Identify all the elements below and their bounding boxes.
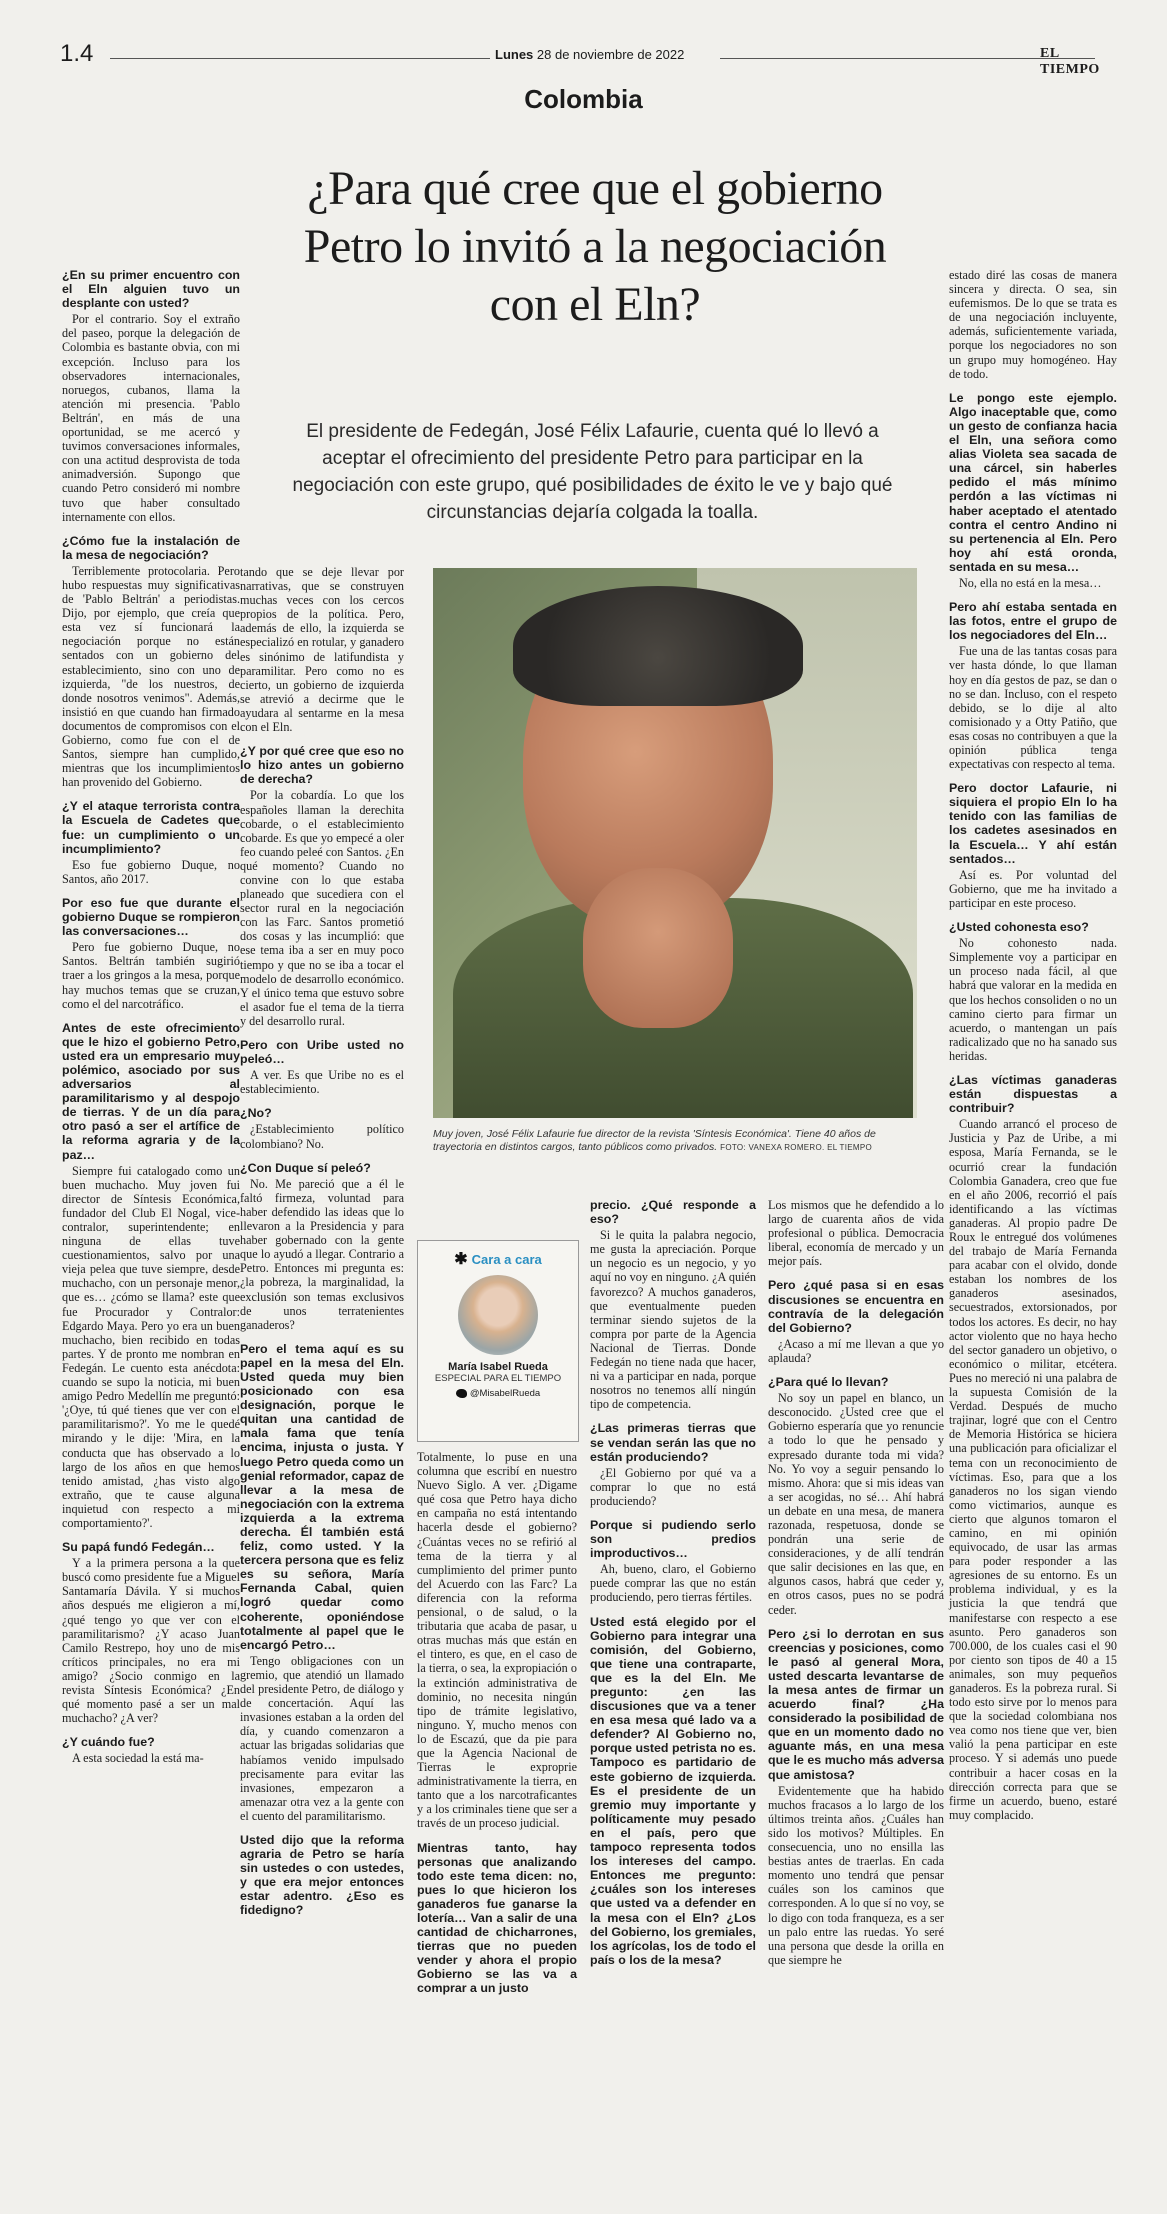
answer: Si le quita la palabra negocio, me gusta la apreciación. Porque un negocio es un negocio, y yo aquí no voy en ninguno. ¿A quién favorezco? A muchos ganaderos, que eventualmente pueden terminar siendo sujetos de la compra por parte de la Agencia Nacional de Tierras. Donde Fedegán no tiene nada que hacer, ni va a participar en nada, porque nosotros no tenemos allí ningún tipo de competencia. — [590, 1228, 756, 1412]
page-number: 1.4 — [60, 40, 94, 67]
author-role: ESPECIAL PARA EL TIEMPO — [434, 1373, 562, 1384]
question: ¿No? — [240, 1106, 272, 1121]
section-title: Colombia — [524, 84, 643, 114]
issue-date: Lunes 28 de noviembre de 2022 — [495, 47, 685, 62]
answer: Por el contrario. Soy el extraño del paseo, porque la delegación de Colombia es bastante obvia, con mi excepción. Incluso para los observadores internacionales, noruegos, cubanos, llama la atención mi presencia. 'Pablo Beltrán', en más de una oportunidad, se me acercó y tuvimos conversaciones informales, con una actitud desprovista de toda animadversión. Supongo que cuando Petro consideró mi nombre tuvo que haber consultado internamente con ellos. — [62, 312, 240, 524]
column-3-top — [417, 1450, 577, 1998]
lede: El presidente de Fedegán, José Félix Lafaurie, cuenta qué lo llevó a aceptar el ofrecimiento del presidente Petro para participar en la negociación con este grupo, qué posibilidades de éxito le ve y bajo qué circunstancias dejaría colgada la toalla. — [292, 421, 893, 523]
column-5 — [949, 268, 1117, 1832]
answer: Los mismos que he defendido a lo largo de cuarenta años de vida profesional o pública. Democracia liberal, economía de mercado y un mejor país. — [768, 1198, 944, 1269]
question: Mientras tanto, hay personas que analizando todo este tema dicen: no, pues lo que hicieron los ganaderos fue ganarse la lotería… Van a salir de una cantidad de chicharrones, tierras que no pueden vender y ahora el propio Gobierno se las va a comprar a un justo — [417, 1840, 577, 1996]
question: Antes de este ofrecimiento que le hizo el gobierno Petro, usted era un empresario muy polémico, asociado por sus adversarios al paramilitarismo y al despojo de tierras. Y de un día para otro pasó a ser el artífice de la reforma agraria y de la paz… — [62, 1020, 240, 1162]
question: Pero doctor Lafaurie, ni siquiera el propio Eln lo ha tenido con las familias de los cadetes asesinados en la Escuela… Y ahí están sentados… — [949, 781, 1117, 866]
photo-hand — [583, 868, 733, 1028]
question: ¿Las víctimas ganaderas están dispuestas a contribuir? — [949, 1072, 1117, 1116]
author-handle[interactable]: @MisabelRueda — [418, 1388, 578, 1399]
newspaper-name: EL TIEMPO — [1040, 46, 1100, 77]
answer: Ah, bueno, claro, el Gobierno puede comprar las que no están produciendo, pero tierras fértiles. — [590, 1562, 756, 1605]
question: ¿Con Duque sí peleó? — [240, 1160, 371, 1175]
author-name: María Isabel Rueda — [448, 1361, 548, 1373]
question: Su papá fundó Fedegán… — [62, 1540, 215, 1555]
question: Porque si pudiendo serlo son predios improductivos… — [590, 1517, 756, 1561]
headline: ¿Para qué cree que el gobierno Petro lo invitó a la negociación con el Eln? — [303, 162, 887, 331]
answer: Tengo obligaciones con un gremio, que atendió un llamado del presidente Petro, de diálogo y de concertación. Aquí las invasiones estaban a la orden del día, y cuando comenzaron a actuar las brigadas solidarias que habíamos venido impulsado precisamente para evitar las invasiones, empezaron a amenazar otra vez a la gente con el cuento del paramilitarismo. — [240, 1653, 404, 1823]
asterisk-icon: ✱ — [454, 1251, 468, 1268]
column-2 — [240, 565, 404, 1920]
question: ¿Para qué lo llevan? — [768, 1375, 889, 1390]
masthead — [60, 40, 1110, 77]
answer: Eso fue gobierno Duque, no Santos, año 2017. — [62, 857, 240, 886]
question: Usted está elegido por el Gobierno para integrar una comisión, del Gobierno, que tiene una contraparte, que es la del Eln. Me pregunto: ¿en las discusiones que va a tener en esa mesa qué lado va a defender? Al Gobierno no, porque usted petrista no es. Tampoco es partidario de este gobierno de izquierda. Es el presidente de un gremio muy importante y políticamente muy pesado en el país, pero que tampoco representa todos los intereses del campo. Entonces me pregunto: ¿cuáles son los intereses que usted va a defender en la mesa con el Eln? ¿Los del Gobierno, los gremiales, los agrícolas, los de todo el país o los de la mesa? — [590, 1614, 756, 1967]
question: Pero ¿qué pasa si en esas discusiones se encuentra en contravía de la delegación del Gobierno? — [768, 1278, 944, 1335]
answer: Por la cobardía. Lo que los españoles llaman la derechita cobarde, o el establecimiento cobarde. Es que yo empecé a oler feo cuando peleé con Santos. ¿En qué momento? Cuando no convine con lo que estaba planeado que sucediera con el sector rural en la negociación con las Farc. Santos prometió dos cosas y las incumplió: que ese tema iba a ser en muy poco tiempo y que no se iba a tocar el modelo de desarrollo económico. Y el único tema que estuvo sobre el asador fue el tema de la tierra y del desarrollo rural. — [240, 788, 404, 1028]
answer: estado diré las cosas de manera sincera y directa. O sea, sin eufemismos. De lo que se trata es de una negociación incluyente, además, suficientemente variada, porque los negociadores no son un grupo muy homogéneo. Hay de todo. — [949, 268, 1117, 381]
answer: No soy un papel en blanco, un desconocido. ¿Usted cree que el Gobierno esperaría que yo renuncie a todo lo que he pensado y expresado durante toda mi vida? No. Yo voy a seguir pensando lo mismo. Ahora: que si mis ideas van a ser acogidas, no sé… Ahí habrá un debate en una mesa, de manera razonada, respetuosa, donde se pondrán una serie de consideraciones, y de allí tendrán que salir decisiones en las que, en algunos casos, habrá que ceder y, en otros casos, pues no se podrá ceder. — [768, 1391, 944, 1617]
answer: Evidentemente que ha habido muchos fracasos a lo largo de los últimos treinta años. ¿Cuáles han sido los motivos? Múltiples. En consecuencia, uno no ensilla las bestias antes de traerlas. En cada momento uno tendrá que pensar cuáles son los caminos que corresponden. A lo que sí no voy, se lo digo con toda franqueza, es a ser un palo entre las ruedas. Yo seré una persona que desde la orilla en que siempre he — [768, 1783, 944, 1967]
question: Por eso fue que durante el gobierno Duque se rompieron las conversaciones… — [62, 895, 240, 939]
answer: Cuando arrancó el proceso de Justicia y Paz de Uribe, a mi esposa, María Fernanda, se le ocurrió crear la fundación Colombia Ganadera, creo que fue en el año 2006, recorrió el país identificando a las víctimas ganaderas. Al propio padre De Roux le entregué dos volúmenes del trabajo de María Fernanda para acabar con el olvido, donde estaban los nombres de los ganaderos asesinados, secuestrados, extorsionados, por todos los actores. Es decir, no hay actor violento que no haya hecho del sector ganadero un objetivo, o económico o militar, etcétera. Pues no mereció ni una palabra de la supuesta Comisión de la Verdad. Después de mucho trajinar, logré que con el Centro de Memoria Histórica se hiciera una publicación para oficializar el tema con un reconocimiento de víctimas. Eso, para que a los ganaderos no los sigan viendo como victimarios, aunque es cierto que algunos tomaron el camino, en mi opinión equivocado, de usar las armas para poder responder a las agresiones de su entorno. Es un problema individual, y es la justicia la que tendrá que manifestarse con respecto a ese asunto. Pero ganaderos son 700.000, de los cuales casi el 90 por ciento son tipos de 40 a 15 animales, son muy pequeños ganaderos. Es la pobreza rural. Si todo esto sirve por lo menos para que la sociedad colombiana nos vea como nos tiene que ver, bien valió la pena participar en este proceso. Y si además uno puede contribuir a hacer cosas en la dirección correcta para que se firme un acuerdo, bueno, estaré muy complacido. — [949, 1117, 1117, 1822]
question: ¿Y por qué cree que eso no lo hizo antes un gobierno de derecha? — [240, 744, 404, 787]
photo-caption: Muy joven, José Félix Lafaurie fue director de la revista 'Síntesis Económica'. Tiene 40 años de trayectoria en distintos cargos, tanto públicos como privados. FOTO: VANEXA ROMERO. EL TIEMPO — [433, 1128, 876, 1153]
author-avatar — [458, 1275, 538, 1355]
answer: ¿Acaso a mí me llevan a que yo aplauda? — [768, 1336, 944, 1365]
question: Le pongo este ejemplo. Algo inaceptable que, como un gesto de confianza hacia el Eln, una señora como alias Violeta sea sacada de una cárcel, sin haberles pedido el más mínimo perdón a las víctimas ni haber aceptado el atentado contra el centro Andino ni su pertenencia al Eln. Pero hoy ahí está oronda, sentada en su mesa… — [949, 390, 1117, 574]
question: ¿En su primer encuentro con el Eln alguien tuvo un desplante con usted? — [62, 268, 240, 311]
answer: Fue una de las tantas cosas para ver hasta dónde, lo que llaman hoy en día gestos de paz, se dan o no se dan. Incluso, con el respeto debido, se lo dije al alto comisionado y a Otty Patiño, que esas cosas no contribuyen a que la opinión pública tenga expectativas con respecto al tema. — [949, 644, 1117, 772]
answer: No. Me pareció que a él le faltó firmeza, voluntad para haber defendido las ideas que lo llevaron a la Presidencia y para haber gobernado con la gente que lo ayudó a llegar. Contrario a Petro. Entonces mi pregunta es: ¿la pobreza, la marginalidad, la exclusión son temas exclusivos de unos terratenientes ganaderos? — [240, 1176, 404, 1332]
answer: ¿Establecimiento político colombiano? No. — [240, 1122, 404, 1151]
photo-credit: FOTO: VANEXA ROMERO. EL TIEMPO — [720, 1143, 872, 1152]
byline-tag: ✱ Cara a cara — [454, 1251, 542, 1268]
answer: Así es. Por voluntad del Gobierno, que me ha invitado a participar en este proceso. — [949, 867, 1117, 910]
answer: No cohonesto nada. Simplemente voy a participar en un proceso nada fácil, al que habrá que valorar en la medida en que los hechos consoliden o no un camino cierto para firmar un acuerdo, o mantengan un país radicalizado que no ha sanado sus heridas. — [949, 936, 1117, 1063]
question: ¿Cómo fue la instalación de la mesa de negociación? — [62, 533, 240, 562]
question: Usted dijo que la reforma agraria de Petro se haría sin ustedes o con ustedes, y que era mejor entonces estar adentro. ¿Eso es fidedigno? — [240, 1832, 404, 1918]
answer: Totalmente, lo puse en una columna que escribí en nuestro Nuevo Siglo. A ver. ¿Digame qué cosa que Petro haya dicho en campaña no está intentando hacerla desde el gobierno? ¿Cuántas veces no se refirió al tema de la tierra y al cumplimiento del primer punto del Acuerdo con las Farc? La diferencia con la reforma pensional, o de salud, o la tributaria que acaba de pasar, u otras muchas más que están en el tintero, es que, en el caso de la tierra, o sea, la expropiación o la extinción administrativa de dominio, no necesita ningún tipo de trámite legislativo, ninguno. Y, mucho menos con lo de Escazú, que da pie para que la Agencia Nacional de Tierras le exproprie administrativamente la tierra, en tanto que a los narcotraficantes y a los criminales tiene que ser a través de un proceso judicial. — [417, 1450, 577, 1831]
question: ¿Usted cohonesta eso? — [949, 920, 1089, 935]
answer: tando que se deje llevar por narrativas, que se construyen muchas veces con los cercos propios de la política. Pero, además de ello, la izquierda se especializó en rotular, y ganadero es sinónimo de latifundista y paramilitar. Pero como no es cierto, un gobierno de izquierda se atrevió a decirme que le ayudara al sentarme en la mesa con el Eln. — [240, 565, 404, 735]
answer: Terriblemente protocolaria. Pero hubo respuestas muy significativas de 'Pablo Beltrán' a periodistas. Dijo, por ejemplo, que creía que esta vez sí funcionará la negociación porque no están sentados con un gobierno del establecimiento, sino con uno de izquierda, "de los nuestros, de donde nosotros venimos". Además, insistió en que cuando han firmado documentos de compromisos con el Gobierno, como fue con el de Santos, siempre han cumplido, mientras que los incumplimientos han provenido del Gobierno. — [62, 563, 240, 790]
column-1 — [62, 268, 240, 1775]
answer: Y a la primera persona a la que buscó como presidente fue a Miguel Santamaría Dávila. Y si muchos años después me eligieron a mí, ¿qué tengo yo que ver con el paramilitarismo? ¿Y acaso Juan Camilo Restrepo, hoy uno de mis críticos principales, no era mi amigo? ¿Socio conmigo en la revista Síntesis Económica? ¿En qué momento pasé a ser un mal muchacho? ¿A ver? — [62, 1556, 240, 1726]
question: ¿Y cuándo fue? — [62, 1735, 155, 1750]
twitter-icon — [456, 1389, 467, 1398]
question: ¿Y el ataque terrorista contra la Escuela de Cadetes que fue: un cumplimiento o un incumplimiento? — [62, 799, 240, 856]
answer: Pero fue gobierno Duque, no Santos. Beltrán también sugirió traer a los gringos a la mesa, porque hay muchos temas que se cruzan, como el del narcotráfico. — [62, 940, 240, 1011]
column-4 — [768, 1198, 944, 1977]
answer: A ver. Es que Uribe no es el establecimiento. — [240, 1068, 404, 1097]
masthead-rule-left — [110, 58, 490, 59]
portrait-photo — [433, 568, 917, 1118]
question: Pero ¿si lo derrotan en sus creencias y posiciones, como le pasó al general Mora, usted descarta levantarse de la mesa antes de firmar un acuerdo final? ¿Ha considerado la posibilidad de que en un momento dado no aguante más, en una mesa que le es mucho más adversa que amistosa? — [768, 1626, 944, 1782]
question: Pero con Uribe usted no peleó… — [240, 1038, 404, 1067]
question: Pero ahí estaba sentada en las fotos, entre el grupo de los negociadores del Eln… — [949, 600, 1117, 643]
column-3 — [590, 1198, 756, 1969]
photo-hair — [513, 586, 803, 706]
answer: Siempre fui catalogado como un buen muchacho. Muy joven fui director de Síntesis Económica, fundador del Club El Nogal, vice-contralor, superintendente; en ninguna de ellas tuve cuestionamientos, salvo por una vieja pelea que tuve siempre, desde muchacho, con un personaje menor, que es… ¿cómo se llama? este que fue Procurador y Contralor: Edgardo Maya. Pero yo era un buen muchacho, bien recibido en todas partes. Y de pronto me nombran en Fedegán. Le cuento esta anécdota: cuando se supo la noticia, mi buen amigo Pedro Medellín me preguntó: '¿Oye, tú qué tienes que ver con el paramilitarismo?'. Yo me le quedé mirando y le dije: 'Mira, en la conducta que has observado a lo largo de los años en que hemos tenido amistad, ¿has visto algo extraño, que te cause alguna inquietud con respecto a mi comportamiento?'. — [62, 1163, 240, 1530]
question: Pero el tema aquí es su papel en la mesa del Eln. Usted queda muy bien posicionado con esa designación, porque le quitan una cantidad de mala fama que tenía encima, injusta o justa. Y luego Petro queda como un genial reformador, capaz de llevar a la mesa de negociación con la extrema izquierda a la extrema derecha. Él también está feliz, como usted. Y la tercera persona que es feliz es su señora, María Fernanda Cabal, quien logró quedar como coherente, oponiéndose totalmente al papel que le encargó Petro… — [240, 1341, 404, 1652]
answer: No, ella no está en la mesa… — [959, 575, 1102, 590]
masthead-rule-right — [720, 58, 1095, 59]
question: precio. ¿Qué responde a eso? — [590, 1198, 756, 1227]
byline-box — [417, 1240, 579, 1442]
question: ¿Las primeras tierras que se vendan serán las que no están produciendo? — [590, 1421, 756, 1464]
answer: A esta sociedad la está ma- — [72, 1751, 204, 1766]
answer: ¿El Gobierno por qué va a comprar lo que no está produciendo? — [590, 1465, 756, 1508]
